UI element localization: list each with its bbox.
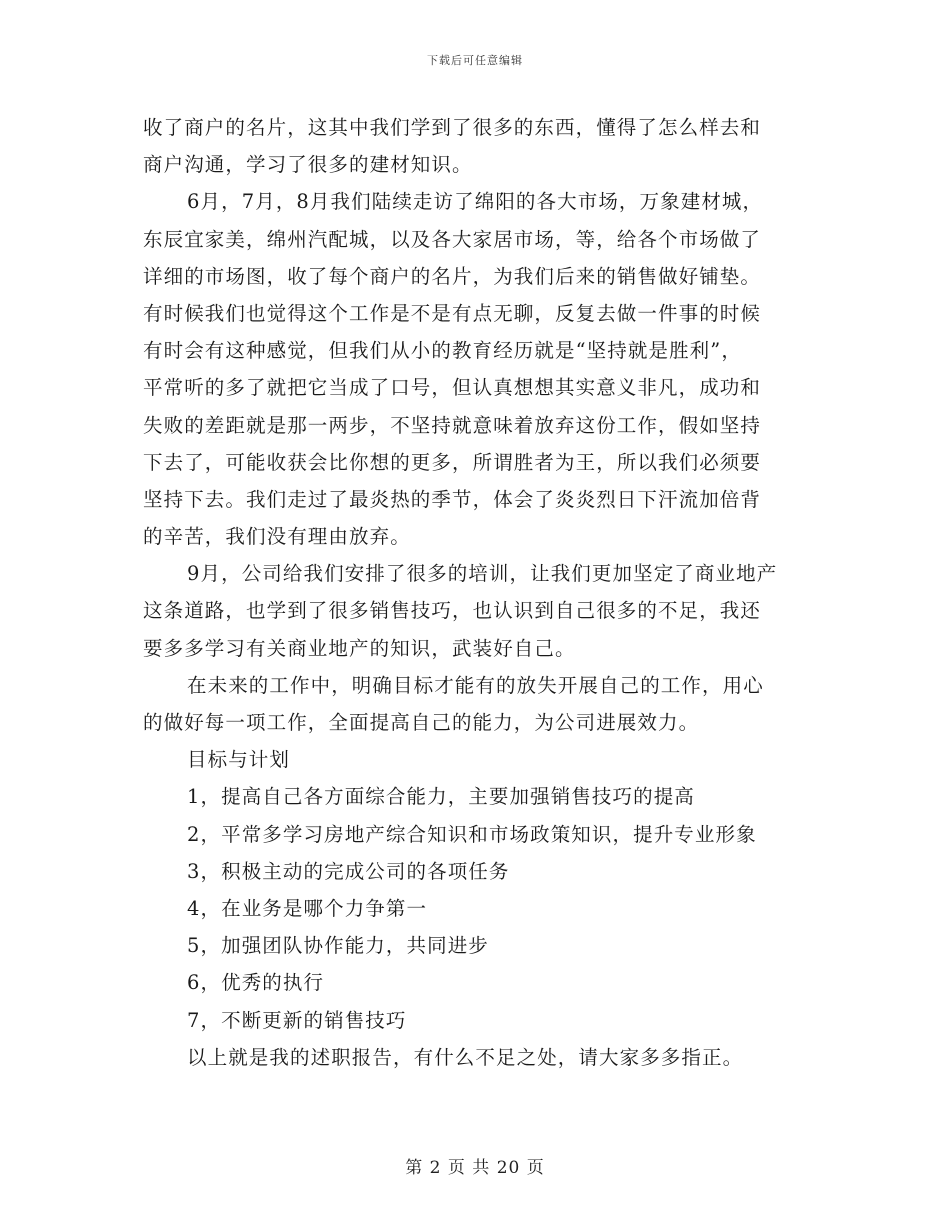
list-item: 2，平常多学习房地产综合知识和市场政策知识，提升专业形象 bbox=[187, 822, 757, 846]
text-line: 有时候我们也觉得这个工作是不是有点无聊，反复去做一件事的时候 bbox=[143, 301, 762, 325]
text-line: 的辛苦，我们没有理由放弃。 bbox=[143, 525, 411, 549]
page-number: 第 2 页 共 20 页 bbox=[405, 1158, 545, 1178]
list-item: 6，优秀的执行 bbox=[187, 971, 325, 995]
list-item: 1，提高自己各方面综合能力，主要加强销售技巧的提高 bbox=[187, 785, 695, 809]
text-line: 详细的市场图，收了每个商户的名片，为我们后来的销售做好铺垫。 bbox=[143, 264, 762, 288]
list-item: 7，不断更新的销售技巧 bbox=[187, 1008, 407, 1032]
section-heading: 目标与计划 bbox=[187, 748, 291, 772]
text-line: 失败的差距就是那一两步，不坚持就意味着放弃这份工作，假如坚持 bbox=[143, 413, 762, 437]
page-header: 下载后可任意编辑 bbox=[427, 54, 523, 67]
text-line: 平常听的多了就把它当成了口号，但认真想想其实意义非凡，成功和 bbox=[143, 376, 762, 400]
text-line: 9月，公司给我们安排了很多的培训，让我们更加坚定了商业地产 bbox=[187, 562, 778, 586]
text-line: 6月，7月，8月我们陆续走访了绵阳的各大市场，万象建材城， bbox=[187, 190, 764, 214]
text-line: 在未来的工作中，明确目标才能有的放失开展自己的工作，用心 bbox=[187, 673, 764, 697]
closing-line: 以上就是我的述职报告，有什么不足之处，请大家多多指正。 bbox=[187, 1045, 744, 1069]
list-item: 5，加强团队协作能力，共同进步 bbox=[187, 934, 489, 958]
text-line: 要多多学习有关商业地产的知识，武装好自己。 bbox=[143, 636, 576, 660]
text-line: 东辰宜家美，绵州汽配城，以及各大家居市场，等，给各个市场做了 bbox=[143, 227, 762, 251]
list-item: 4，在业务是哪个力争第一 bbox=[187, 896, 428, 920]
text-line: 坚持下去。我们走过了最炎热的季节，体会了炎炎烈日下汗流加倍背 bbox=[143, 487, 762, 511]
text-line: 这条道路，也学到了很多销售技巧，也认识到自己很多的不足，我还 bbox=[143, 599, 762, 623]
text-line: 商户沟通，学习了很多的建材知识。 bbox=[143, 153, 473, 177]
text-line: 有时会有这种感觉，但我们从小的教育经历就是“坚持就是胜利”， bbox=[143, 339, 742, 363]
text-line: 的做好每一项工作，全面提高自己的能力，为公司进展效力。 bbox=[143, 711, 700, 734]
list-item: 3，积极主动的完成公司的各项任务 bbox=[187, 859, 510, 883]
text-line: 收了商户的名片，这其中我们学到了很多的东西，懂得了怎么样去和 bbox=[143, 116, 762, 139]
text-line: 下去了，可能收获会比你想的更多，所谓胜者为王，所以我们必须要 bbox=[143, 450, 762, 474]
document-body bbox=[143, 109, 811, 1076]
